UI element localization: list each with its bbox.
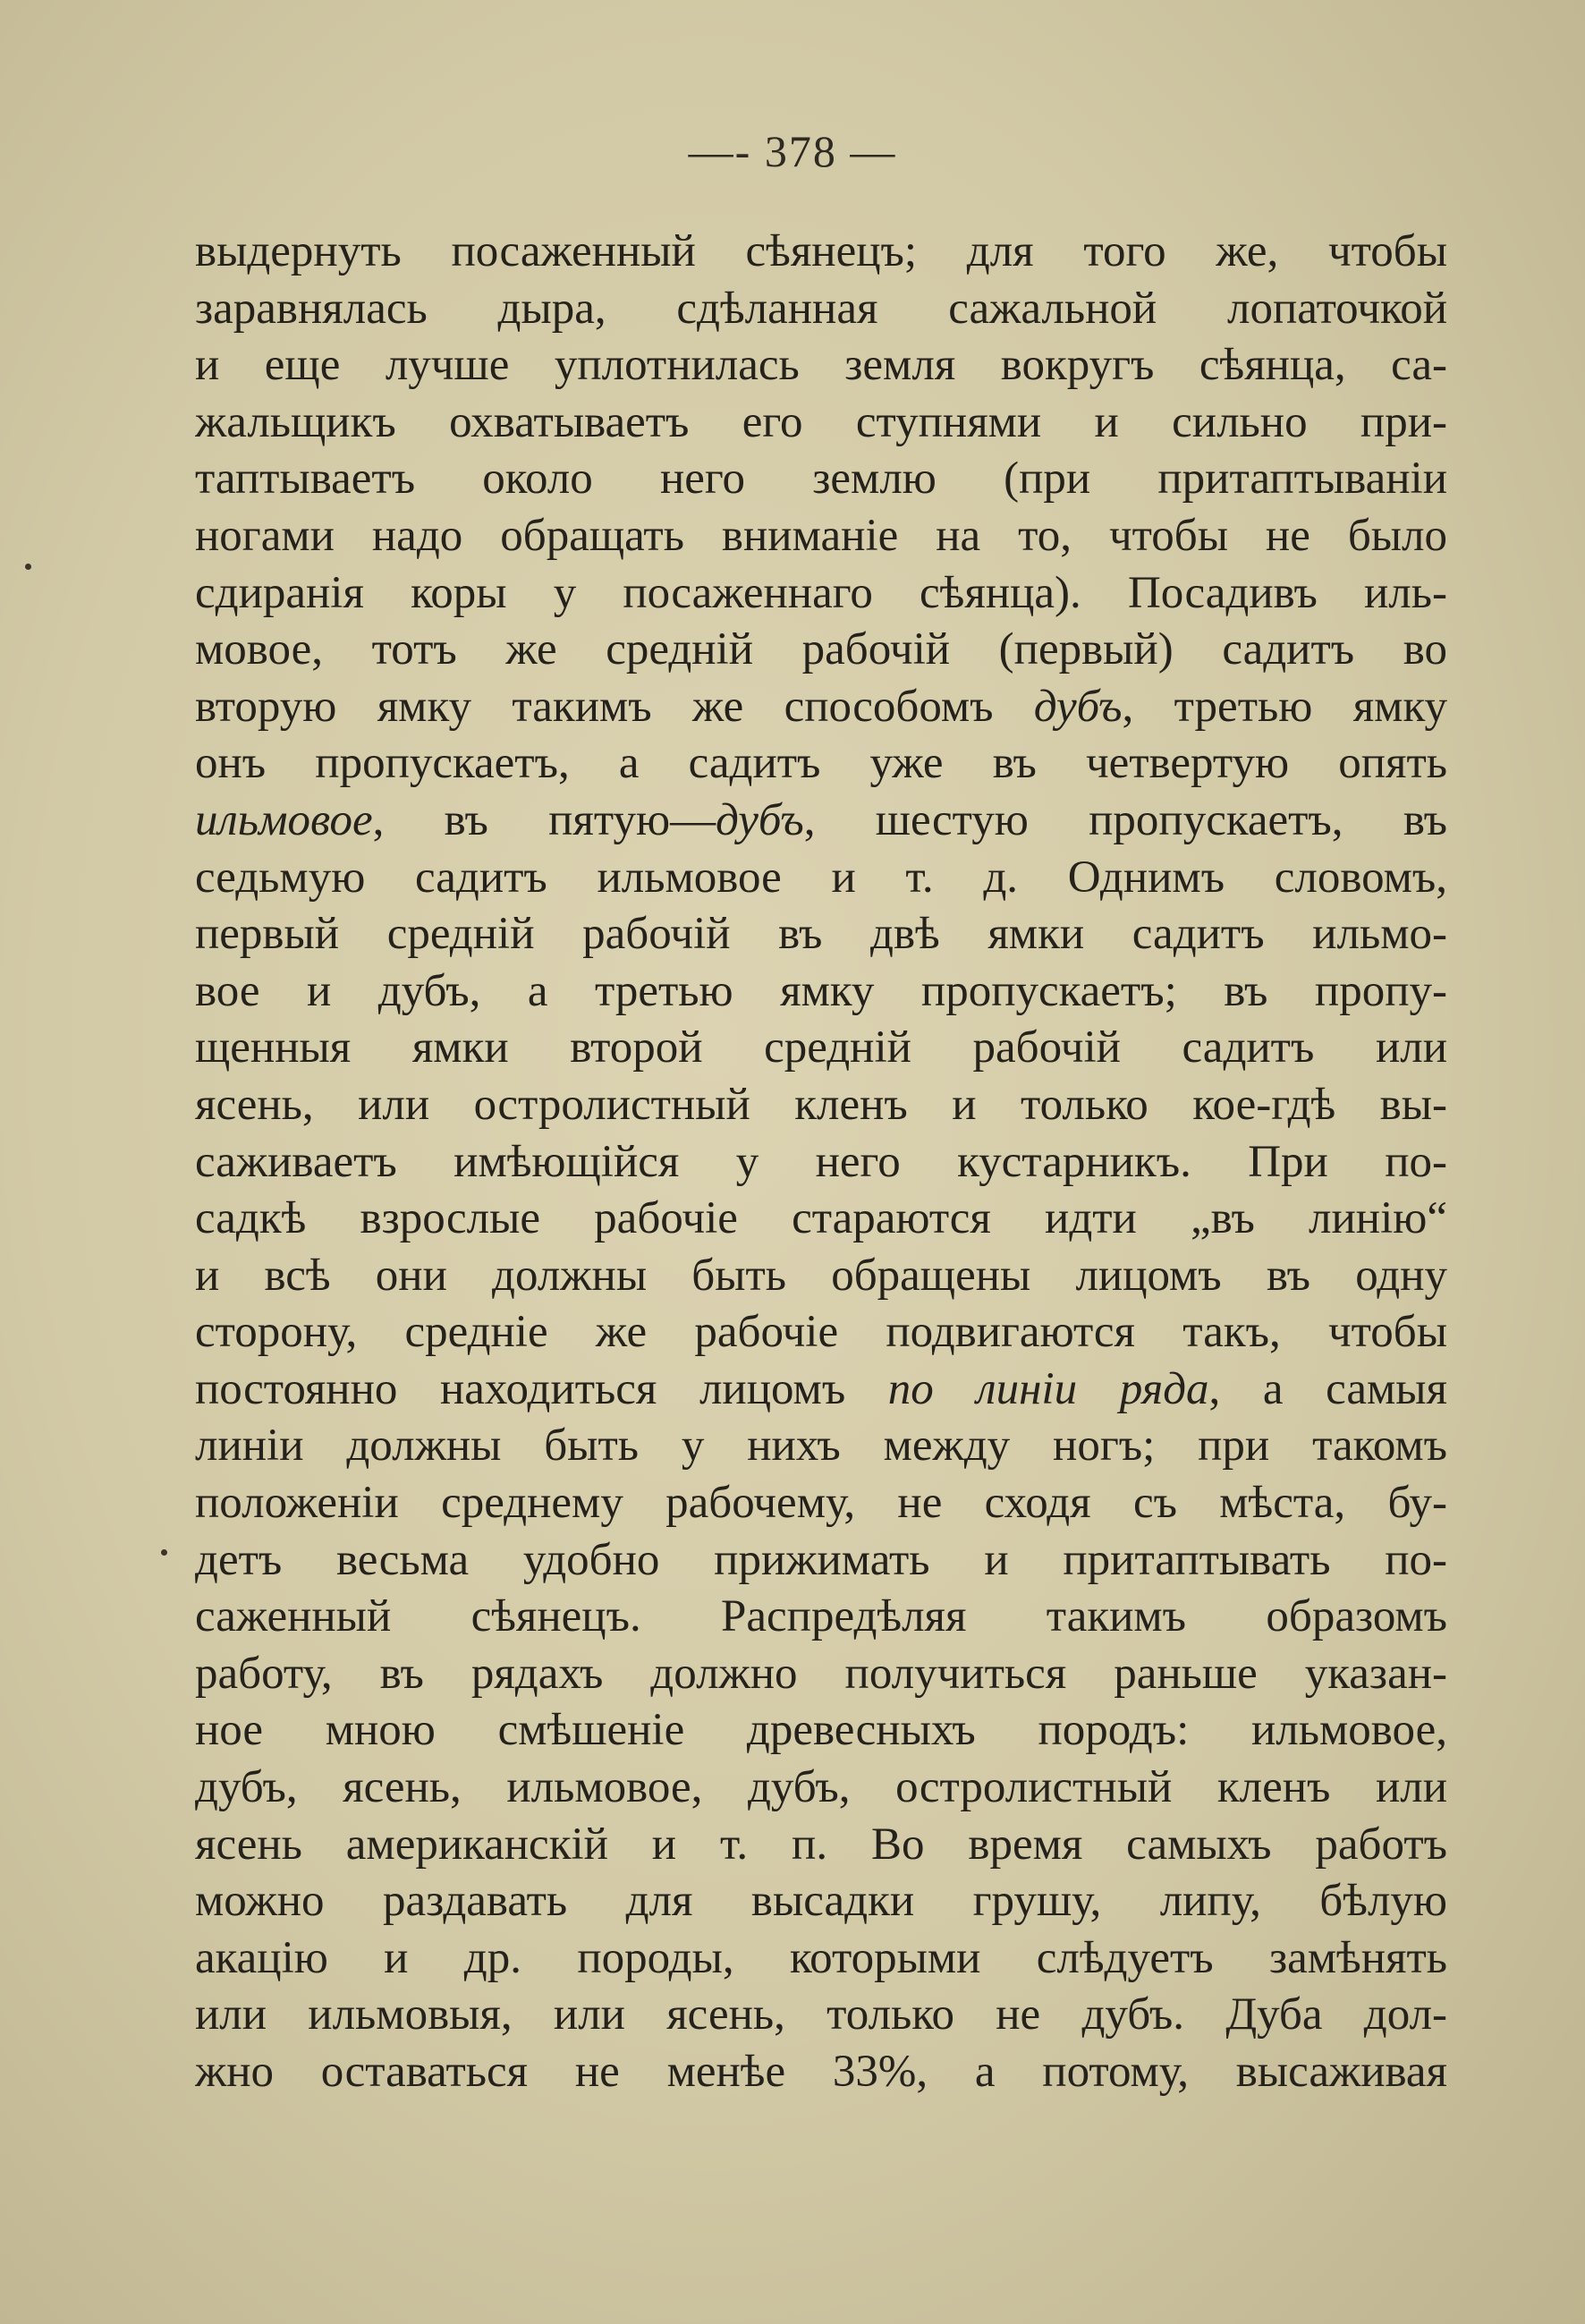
text-line	[195, 337, 1447, 394]
text-segment: щенныя ямки второй средній рабочій садитъ или	[195, 1022, 1447, 1073]
text-line	[195, 451, 1447, 508]
text-segment: ясень, или остролистный кленъ и только кое-гдѣ вы-	[195, 1079, 1447, 1130]
text-segment: мовое, тотъ же средній рабочій (первый) садитъ во	[195, 624, 1447, 675]
text-segment: выдернуть посаженный сѣянецъ; для того же, чтобы	[195, 226, 1447, 276]
text-segment: детъ весьма удобно прижимать и притаптывать по-	[195, 1534, 1447, 1585]
text-line	[195, 2044, 1447, 2101]
text-segment: ное мною смѣшеніе древесныхъ породъ: ильмовое,	[195, 1705, 1447, 1756]
text-line	[195, 1760, 1447, 1817]
italic-text-segment: ильмовое	[195, 794, 373, 845]
text-line	[195, 1248, 1447, 1305]
text-line	[195, 1930, 1447, 1988]
text-line	[195, 281, 1447, 338]
text-segment: ногами надо обращать вниманіе на то, чтобы не было	[195, 510, 1447, 561]
text-segment: дубъ, ясень, ильмовое, дубъ, остролистный кленъ или	[195, 1762, 1447, 1813]
body-text	[195, 224, 1447, 2101]
text-segment: сдиранія коры у посаженнаго сѣянца). Посадивъ иль-	[195, 567, 1447, 618]
text-line	[195, 1532, 1447, 1590]
text-segment: постоянно находиться лицомъ	[195, 1363, 888, 1414]
text-line	[195, 1134, 1447, 1192]
text-segment: линіи должны быть у нихъ между ногъ; при такомъ	[195, 1421, 1447, 1472]
text-segment: и еще лучше уплотнилась земля вокругъ сѣянца, са-	[195, 340, 1447, 391]
margin-dot-mark	[25, 564, 31, 570]
text-segment: вое и дубъ, а третью ямку пропускаетъ; въ пропу-	[195, 965, 1447, 1016]
text-line	[195, 1987, 1447, 2044]
text-line	[195, 1873, 1447, 1930]
text-line	[195, 1191, 1447, 1248]
text-line	[195, 508, 1447, 565]
text-segment: онъ пропускаетъ, а садитъ уже въ четвертую опять	[195, 738, 1447, 789]
text-line	[195, 1646, 1447, 1703]
italic-text-segment: дубъ	[716, 794, 804, 845]
text-segment: , третью ямку	[1122, 681, 1447, 732]
text-line	[195, 1702, 1447, 1760]
text-line	[195, 622, 1447, 679]
text-segment: вторую ямку такимъ же способомъ	[195, 681, 1034, 732]
text-segment: жальщикъ охватываетъ его ступнями и сильно при-	[195, 396, 1447, 447]
text-line	[195, 793, 1447, 850]
text-line	[195, 1589, 1447, 1646]
text-line	[195, 394, 1447, 452]
text-line	[195, 1475, 1447, 1532]
text-line	[195, 224, 1447, 281]
text-segment: и всѣ они должны быть обращены лицомъ въ одну	[195, 1250, 1447, 1301]
text-segment: заравнялась дыра, сдѣланная сажальной лопаточкой	[195, 283, 1447, 334]
text-segment: сторону, средніе же рабочіе подвигаются такъ, чтобы	[195, 1307, 1447, 1358]
text-line	[195, 1304, 1447, 1361]
text-line	[195, 735, 1447, 793]
text-line	[195, 1077, 1447, 1134]
text-segment: саживаетъ имѣющійся у него кустарникъ. При по-	[195, 1136, 1447, 1187]
margin-dot-mark	[161, 1549, 167, 1556]
text-segment: жно оставаться не менѣе 33%, а потому, высаживая	[195, 2047, 1447, 2097]
text-segment: саженный сѣянецъ. Распредѣляя такимъ образомъ	[195, 1591, 1447, 1642]
text-segment: ясень американскій и т. п. Во время самыхъ работъ	[195, 1819, 1447, 1870]
text-segment: таптываетъ около него землю (при притаптываніи	[195, 454, 1447, 505]
text-line	[195, 1361, 1447, 1419]
text-segment: первый средній рабочій въ двѣ ямки садитъ ильмо-	[195, 909, 1447, 960]
text-segment: , шестую пропускаетъ, въ	[803, 794, 1447, 845]
text-segment: , въ пятую—	[372, 794, 716, 845]
text-segment: или ильмовыя, или ясень, только не дубъ. Дуба дол-	[195, 1989, 1447, 2040]
text-segment: , а самыя	[1208, 1363, 1447, 1414]
italic-text-segment: по линіи ряда	[887, 1363, 1209, 1414]
page-number: —- 378 —	[688, 126, 897, 176]
text-line	[195, 1418, 1447, 1475]
text-segment: можно раздавать для высадки грушу, липу, бѣлую	[195, 1876, 1447, 1927]
text-line	[195, 565, 1447, 623]
text-line	[195, 906, 1447, 963]
text-line	[195, 679, 1447, 736]
text-line	[195, 963, 1447, 1021]
text-segment: положеніи среднему рабочему, не сходя съ мѣста, бу-	[195, 1478, 1447, 1529]
text-line	[195, 1817, 1447, 1874]
text-segment: седьмую садитъ ильмовое и т. д. Однимъ словомъ,	[195, 852, 1447, 903]
text-line	[195, 850, 1447, 907]
text-line	[195, 1020, 1447, 1077]
text-segment: садкѣ взрослые рабочіе стараются идти „въ линію“	[195, 1193, 1447, 1244]
text-segment: работу, въ рядахъ должно получиться раньше указан-	[195, 1648, 1447, 1699]
italic-text-segment: дубъ	[1033, 681, 1123, 732]
text-segment: акацію и др. породы, которыми слѣдуетъ замѣнять	[195, 1932, 1447, 1983]
